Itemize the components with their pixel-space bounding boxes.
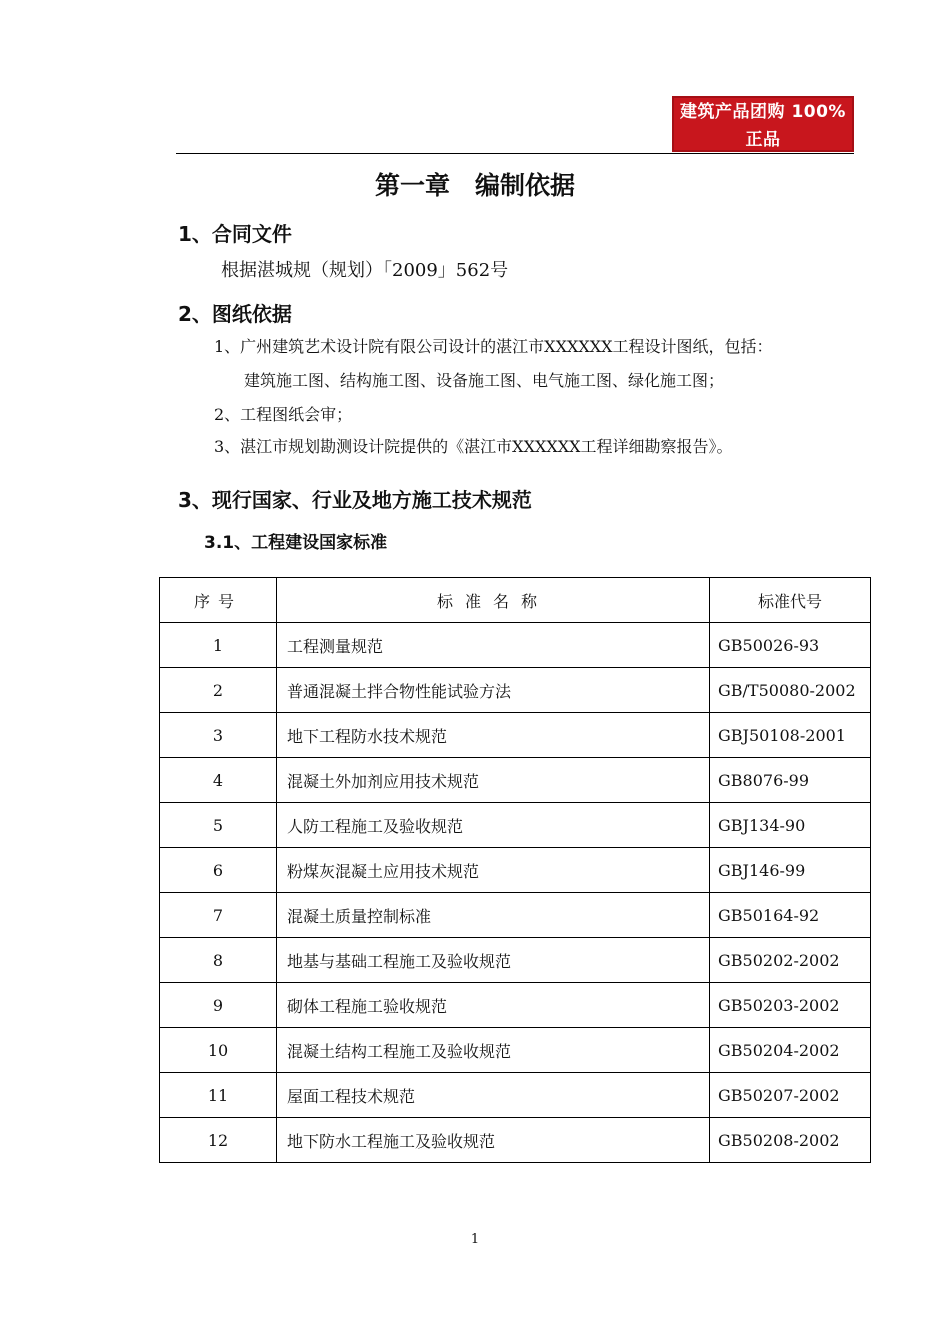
row-name: 普通混凝土拌合物性能试验方法 bbox=[277, 668, 710, 713]
row-code: GBJ50108-2001 bbox=[710, 713, 871, 758]
table-row bbox=[160, 893, 871, 938]
row-code: GB8076-99 bbox=[710, 758, 871, 803]
row-code: GB50026-93 bbox=[710, 623, 871, 668]
logo-line1: 建筑产品团购 100%正品 bbox=[680, 102, 846, 150]
row-no: 2 bbox=[160, 668, 277, 713]
section-2-item-3: 3、湛江市规划勘测设计院提供的《湛江市XXXXXX工程详细勘察报告》。 bbox=[214, 437, 733, 456]
table-header-row bbox=[160, 578, 871, 623]
row-no: 7 bbox=[160, 893, 277, 938]
table-row bbox=[160, 623, 871, 668]
row-code: GBJ146-99 bbox=[710, 848, 871, 893]
row-no: 10 bbox=[160, 1028, 277, 1073]
row-no: 4 bbox=[160, 758, 277, 803]
section-3-1-heading: 3.1、工程建设国家标准 bbox=[204, 533, 388, 553]
logo-line2: www.kutrue.com bbox=[686, 155, 840, 174]
standards-table bbox=[159, 577, 871, 1163]
row-name: 砌体工程施工验收规范 bbox=[277, 983, 710, 1028]
row-code: GB50204-2002 bbox=[710, 1028, 871, 1073]
table-row bbox=[160, 758, 871, 803]
chapter-title: 第一章 编制依据 bbox=[374, 171, 575, 200]
table-row bbox=[160, 938, 871, 983]
row-name: 混凝土质量控制标准 bbox=[277, 893, 710, 938]
row-no: 9 bbox=[160, 983, 277, 1028]
section-3-heading: 3、现行国家、行业及地方施工技术规范 bbox=[178, 488, 532, 512]
row-code: GB50164-92 bbox=[710, 893, 871, 938]
row-code: GB/T50080-2002 bbox=[710, 668, 871, 713]
row-no: 1 bbox=[160, 623, 277, 668]
section-2-heading: 2、图纸依据 bbox=[178, 302, 292, 326]
table-row bbox=[160, 1073, 871, 1118]
table-row bbox=[160, 1028, 871, 1073]
row-name: 粉煤灰混凝土应用技术规范 bbox=[277, 848, 710, 893]
row-no: 8 bbox=[160, 938, 277, 983]
row-name: 工程测量规范 bbox=[277, 623, 710, 668]
header-name: 标准名称 bbox=[277, 578, 710, 623]
header-no: 序号 bbox=[160, 578, 277, 623]
row-code: GB50208-2002 bbox=[710, 1118, 871, 1163]
table-row bbox=[160, 983, 871, 1028]
row-name: 地下工程防水技术规范 bbox=[277, 713, 710, 758]
section-1-heading: 1、合同文件 bbox=[178, 222, 292, 246]
table-row bbox=[160, 803, 871, 848]
row-no: 12 bbox=[160, 1118, 277, 1163]
table-row bbox=[160, 713, 871, 758]
row-name: 地下防水工程施工及验收规范 bbox=[277, 1118, 710, 1163]
table-row bbox=[160, 1118, 871, 1163]
row-code: GBJ134-90 bbox=[710, 803, 871, 848]
table-row bbox=[160, 848, 871, 893]
section-2-item-2: 2、工程图纸会审； bbox=[214, 405, 353, 424]
header-rule bbox=[176, 153, 854, 154]
page-number: 1 bbox=[470, 1232, 480, 1247]
section-2-item-1: 1、广州建筑艺术设计院有限公司设计的湛江市XXXXXX工程设计图纸，包括： bbox=[214, 337, 773, 356]
table-row bbox=[160, 668, 871, 713]
row-name: 人防工程施工及验收规范 bbox=[277, 803, 710, 848]
header-code: 标准代号 bbox=[710, 578, 871, 623]
watermark-logo bbox=[672, 96, 854, 174]
row-no: 6 bbox=[160, 848, 277, 893]
row-no: 3 bbox=[160, 713, 277, 758]
row-name: 混凝土外加剂应用技术规范 bbox=[277, 758, 710, 803]
section-1-text: 根据湛城规（规划）「2009」562号 bbox=[221, 260, 509, 281]
row-no: 5 bbox=[160, 803, 277, 848]
row-code: GB50207-2002 bbox=[710, 1073, 871, 1118]
row-code: GB50202-2002 bbox=[710, 938, 871, 983]
row-name: 地基与基础工程施工及验收规范 bbox=[277, 938, 710, 983]
row-name: 屋面工程技术规范 bbox=[277, 1073, 710, 1118]
row-no: 11 bbox=[160, 1073, 277, 1118]
row-name: 混凝土结构工程施工及验收规范 bbox=[277, 1028, 710, 1073]
row-code: GB50203-2002 bbox=[710, 983, 871, 1028]
section-2-item-1-cont: 建筑施工图、结构施工图、设备施工图、电气施工图、绿化施工图； bbox=[244, 371, 725, 390]
